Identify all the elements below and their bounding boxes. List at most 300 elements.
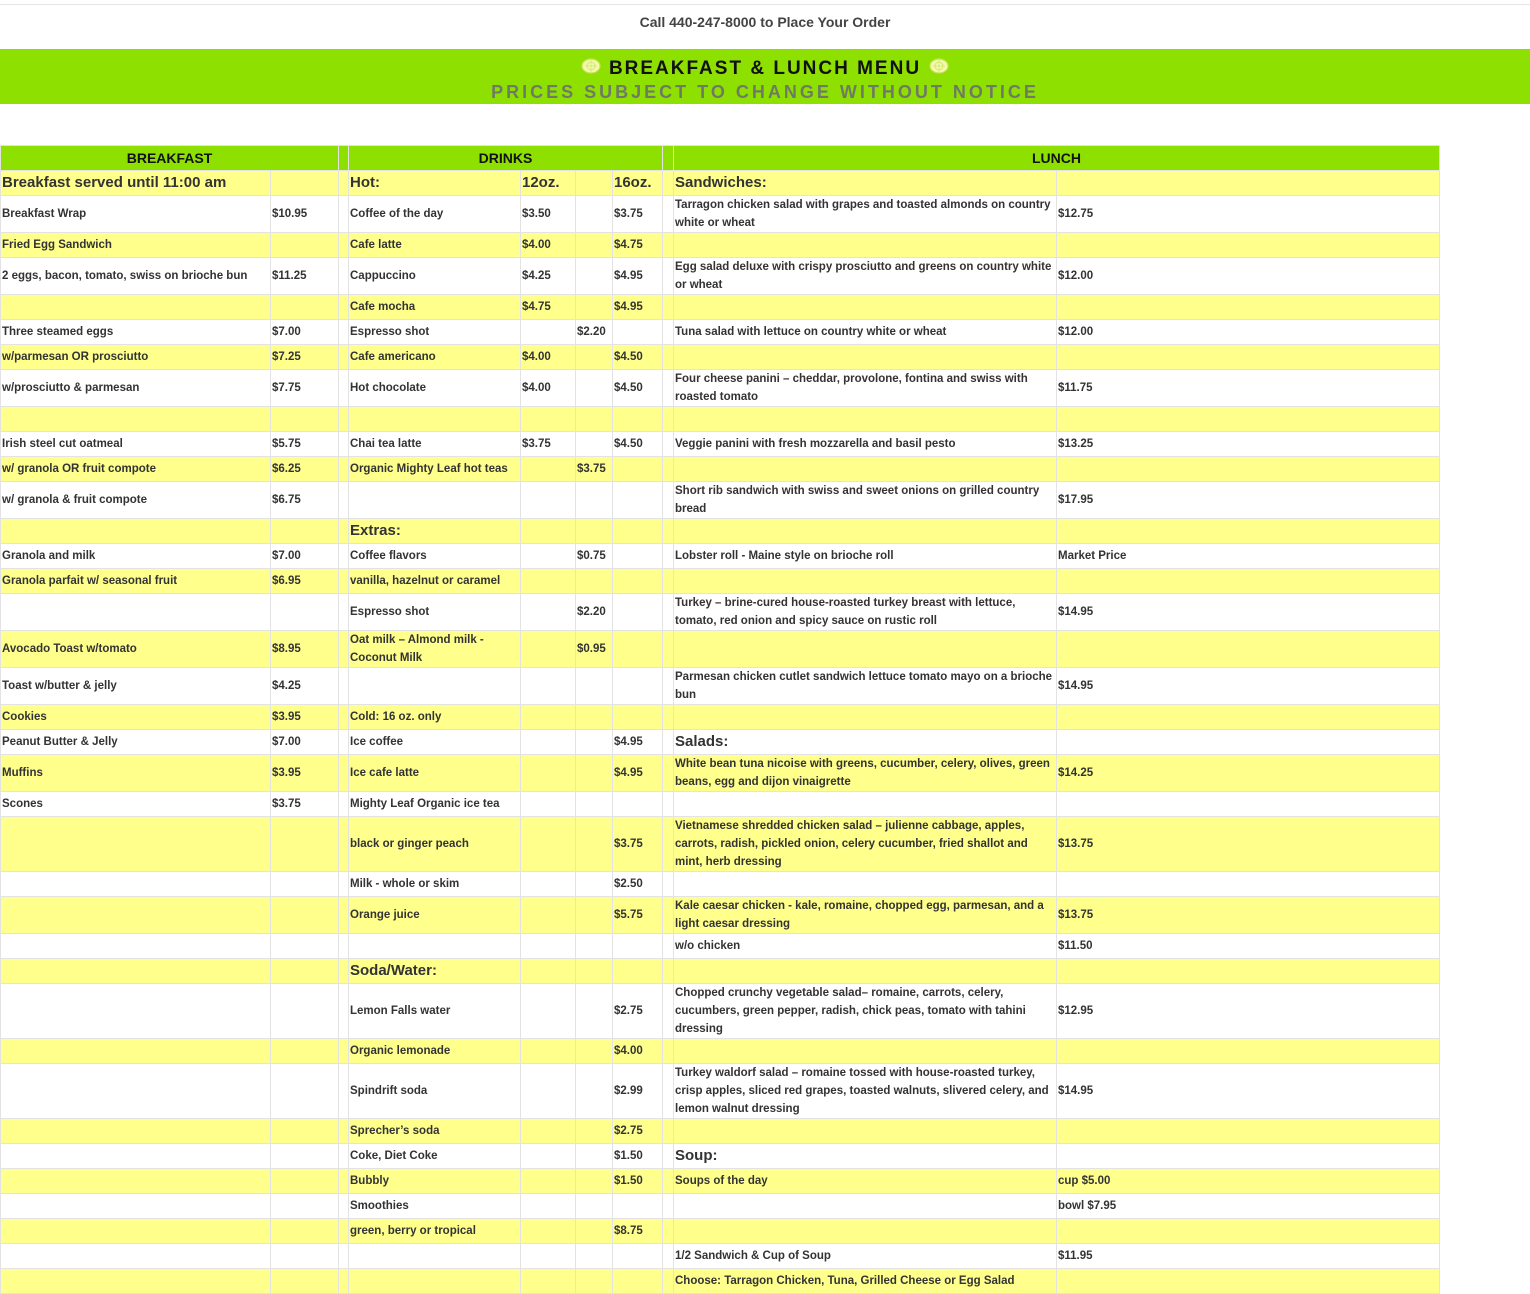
menu-row [1, 594, 1440, 631]
breakfast-price [271, 519, 339, 544]
breakfast-item: Granola and milk [1, 544, 271, 569]
lunch-item [674, 457, 1057, 482]
column-gap [339, 196, 349, 233]
column-gap [339, 258, 349, 295]
column-gap [339, 295, 349, 320]
drink-price-16oz: $4.95 [613, 258, 663, 295]
lunch-price [1057, 171, 1440, 196]
breakfast-item: Toast w/butter & jelly [1, 668, 271, 705]
breakfast-price: $7.00 [271, 320, 339, 345]
column-gap [663, 569, 674, 594]
breakfast-item: w/prosciutto & parmesan [1, 370, 271, 407]
drink-price-12oz [521, 1219, 576, 1244]
breakfast-item: Scones [1, 792, 271, 817]
column-gap [663, 792, 674, 817]
drink-price-12oz [521, 1194, 576, 1219]
drink-price [576, 569, 613, 594]
menu-row [1, 196, 1440, 233]
lunch-item: w/o chicken [674, 934, 1057, 959]
drinks-header: DRINKS [349, 146, 663, 171]
column-gap [663, 1194, 674, 1219]
drink-price-12oz [521, 407, 576, 432]
drink-price [576, 792, 613, 817]
column-gap [339, 934, 349, 959]
lunch-price: $12.95 [1057, 984, 1440, 1039]
column-gap [339, 345, 349, 370]
drink-item: Orange juice [349, 897, 521, 934]
lunch-price [1057, 1219, 1440, 1244]
lunch-item [674, 407, 1057, 432]
column-gap [663, 1219, 674, 1244]
drink-item [349, 1244, 521, 1269]
menu-row [1, 233, 1440, 258]
breakfast-price: $8.95 [271, 631, 339, 668]
breakfast-item: Granola parfait w/ seasonal fruit [1, 569, 271, 594]
drink-price-12oz: $4.25 [521, 258, 576, 295]
lunch-item [674, 705, 1057, 730]
drink-item: Smoothies [349, 1194, 521, 1219]
lunch-price [1057, 631, 1440, 668]
breakfast-item [1, 1269, 271, 1294]
lunch-price [1057, 569, 1440, 594]
breakfast-price [271, 1119, 339, 1144]
breakfast-item [1, 984, 271, 1039]
drink-price-12oz [521, 897, 576, 934]
lunch-price: $12.75 [1057, 196, 1440, 233]
column-gap [663, 872, 674, 897]
breakfast-price: $5.75 [271, 432, 339, 457]
drink-price [576, 1039, 613, 1064]
menu-row [1, 569, 1440, 594]
drink-price [576, 1269, 613, 1294]
column-gap [339, 482, 349, 519]
breakfast-item [1, 1064, 271, 1119]
lunch-price: $14.95 [1057, 594, 1440, 631]
breakfast-price [271, 959, 339, 984]
column-gap [339, 457, 349, 482]
drink-item: green, berry or tropical [349, 1219, 521, 1244]
breakfast-price: $6.95 [271, 569, 339, 594]
column-gap [339, 1119, 349, 1144]
lunch-price: $14.25 [1057, 755, 1440, 792]
drink-price-16oz [613, 407, 663, 432]
breakfast-price: $7.00 [271, 730, 339, 755]
lunch-price [1057, 872, 1440, 897]
drink-price [576, 482, 613, 519]
column-gap [339, 171, 349, 196]
breakfast-header: BREAKFAST [1, 146, 339, 171]
drink-item: Ice cafe latte [349, 755, 521, 792]
breakfast-price: $7.00 [271, 544, 339, 569]
drink-price [576, 432, 613, 457]
lunch-item: Vietnamese shredded chicken salad – julienne cabbage, apples, carrots, radish, pickled onion, celery cucumber, fried shallot and mint, herb dressing [674, 817, 1057, 872]
drink-price-12oz [521, 594, 576, 631]
drink-price [576, 295, 613, 320]
menu-row [1, 370, 1440, 407]
breakfast-item: Breakfast Wrap [1, 196, 271, 233]
drink-price-12oz [521, 1039, 576, 1064]
lunch-price: bowl $7.95 [1057, 1194, 1440, 1219]
column-gap [339, 594, 349, 631]
menu-row [1, 544, 1440, 569]
lunch-price: $12.00 [1057, 320, 1440, 345]
drink-price-16oz: 16oz. [613, 171, 663, 196]
top-divider [0, 4, 1530, 5]
menu-row [1, 407, 1440, 432]
menu-row [1, 482, 1440, 519]
column-gap [663, 258, 674, 295]
drink-price [576, 817, 613, 872]
drink-price [576, 897, 613, 934]
lunch-item [674, 792, 1057, 817]
drink-item: Ice coffee [349, 730, 521, 755]
drink-price-16oz: $4.95 [613, 295, 663, 320]
drink-price-16oz: $4.95 [613, 755, 663, 792]
drink-price [576, 196, 613, 233]
breakfast-item [1, 897, 271, 934]
drink-price-16oz [613, 482, 663, 519]
drink-price-16oz: $5.75 [613, 897, 663, 934]
drink-price [576, 755, 613, 792]
breakfast-item [1, 817, 271, 872]
column-gap [339, 668, 349, 705]
menu-row [1, 1244, 1440, 1269]
drink-price [576, 519, 613, 544]
column-gap [339, 320, 349, 345]
breakfast-price: $7.75 [271, 370, 339, 407]
drink-item: Organic lemonade [349, 1039, 521, 1064]
drink-price-12oz [521, 792, 576, 817]
breakfast-item [1, 295, 271, 320]
drink-price-16oz: $4.50 [613, 370, 663, 407]
breakfast-item: w/ granola OR fruit compote [1, 457, 271, 482]
drink-item: Coffee of the day [349, 196, 521, 233]
drink-price-12oz [521, 1144, 576, 1169]
drink-item: Coke, Diet Coke [349, 1144, 521, 1169]
breakfast-item [1, 407, 271, 432]
breakfast-price [271, 897, 339, 934]
column-gap [663, 934, 674, 959]
lunch-price: $11.95 [1057, 1244, 1440, 1269]
drink-item: Cafe mocha [349, 295, 521, 320]
lunch-item [674, 959, 1057, 984]
column-gap [663, 407, 674, 432]
breakfast-price: $3.75 [271, 792, 339, 817]
column-gap [339, 432, 349, 457]
drink-price-16oz: $3.75 [613, 817, 663, 872]
breakfast-item [1, 934, 271, 959]
drink-item [349, 934, 521, 959]
menu-row [1, 984, 1440, 1039]
drink-price-16oz [613, 1244, 663, 1269]
column-gap [663, 370, 674, 407]
drink-price-12oz [521, 730, 576, 755]
drink-price-16oz [613, 631, 663, 668]
menu-row [1, 705, 1440, 730]
menu-row [1, 1039, 1440, 1064]
lunch-item: Turkey waldorf salad – romaine tossed with house-roasted turkey, crisp apples, sliced red grapes, toasted walnuts, slivered celery, and lemon walnut dressing [674, 1064, 1057, 1119]
breakfast-item [1, 1119, 271, 1144]
column-gap [339, 146, 349, 171]
lunch-item [674, 1219, 1057, 1244]
breakfast-price [271, 1219, 339, 1244]
lunch-price [1057, 730, 1440, 755]
lunch-price: $14.95 [1057, 668, 1440, 705]
drink-price-16oz [613, 668, 663, 705]
lunch-price [1057, 959, 1440, 984]
column-gap [663, 196, 674, 233]
drink-price [576, 959, 613, 984]
drink-item: Cafe americano [349, 345, 521, 370]
drink-price-16oz [613, 1269, 663, 1294]
lunch-price [1057, 457, 1440, 482]
phone-order-line: Call 440-247-8000 to Place Your Order [639, 14, 891, 30]
drink-price [576, 1119, 613, 1144]
drink-price-16oz: $4.75 [613, 233, 663, 258]
drink-price [576, 872, 613, 897]
drink-price-16oz: $4.00 [613, 1039, 663, 1064]
column-header-row [1, 146, 1440, 171]
lunch-price: $14.95 [1057, 1064, 1440, 1119]
column-gap [339, 407, 349, 432]
menu-row [1, 295, 1440, 320]
menu-row [1, 345, 1440, 370]
drink-item: Lemon Falls water [349, 984, 521, 1039]
lunch-price [1057, 345, 1440, 370]
breakfast-item: 2 eggs, bacon, tomato, swiss on brioche bun [1, 258, 271, 295]
drink-price-16oz [613, 320, 663, 345]
drink-price-12oz: $4.00 [521, 233, 576, 258]
breakfast-item [1, 1039, 271, 1064]
column-gap [663, 705, 674, 730]
drink-price [576, 370, 613, 407]
menu-row [1, 258, 1440, 295]
breakfast-price [271, 1064, 339, 1119]
drink-price-12oz [521, 1169, 576, 1194]
breakfast-item: Cookies [1, 705, 271, 730]
drink-price-12oz [521, 482, 576, 519]
lunch-item: White bean tuna nicoise with greens, cucumber, celery, olives, green beans, egg and dijon vinaigrette [674, 755, 1057, 792]
column-gap [339, 1219, 349, 1244]
column-gap [663, 1119, 674, 1144]
lunch-price: $13.25 [1057, 432, 1440, 457]
drink-item [349, 407, 521, 432]
menu-row [1, 730, 1440, 755]
drink-price-16oz: $2.99 [613, 1064, 663, 1119]
lunch-item: Egg salad deluxe with crispy prosciutto and greens on country white or wheat [674, 258, 1057, 295]
drink-item: Soda/Water: [349, 959, 521, 984]
drink-price-12oz [521, 320, 576, 345]
drink-price-16oz [613, 705, 663, 730]
column-gap [663, 897, 674, 934]
breakfast-item [1, 872, 271, 897]
drink-price: $0.95 [576, 631, 613, 668]
column-gap [339, 370, 349, 407]
breakfast-price [271, 1144, 339, 1169]
column-gap [663, 519, 674, 544]
menu-row [1, 934, 1440, 959]
column-gap [663, 1144, 674, 1169]
drink-price-12oz [521, 457, 576, 482]
drink-item: Organic Mighty Leaf hot teas [349, 457, 521, 482]
menu-row [1, 171, 1440, 196]
drink-item: Bubbly [349, 1169, 521, 1194]
drink-price [576, 233, 613, 258]
drink-item: Spindrift soda [349, 1064, 521, 1119]
column-gap [339, 872, 349, 897]
drink-price-12oz [521, 1064, 576, 1119]
breakfast-price [271, 295, 339, 320]
lunch-price: $17.95 [1057, 482, 1440, 519]
drink-price: $3.75 [576, 457, 613, 482]
breakfast-item: Breakfast served until 11:00 am [1, 171, 271, 196]
lunch-item: Chopped crunchy vegetable salad– romaine, carrots, celery, cucumbers, green pepper, radish, chick peas, tomato with tahini dressing [674, 984, 1057, 1039]
breakfast-price: $3.95 [271, 755, 339, 792]
column-gap [339, 705, 349, 730]
lunch-price [1057, 792, 1440, 817]
column-gap [339, 1064, 349, 1119]
menu-row [1, 792, 1440, 817]
drink-price-16oz: $1.50 [613, 1169, 663, 1194]
lunch-item: Soups of the day [674, 1169, 1057, 1194]
menu-row [1, 1269, 1440, 1294]
drink-price-16oz [613, 792, 663, 817]
lunch-price [1057, 1039, 1440, 1064]
column-gap [663, 146, 674, 171]
drink-price-16oz [613, 544, 663, 569]
breakfast-item: Avocado Toast w/tomato [1, 631, 271, 668]
drink-price-16oz [613, 1194, 663, 1219]
drink-price [576, 705, 613, 730]
breakfast-item [1, 1244, 271, 1269]
lunch-item: Tarragon chicken salad with grapes and toasted almonds on country white or wheat [674, 196, 1057, 233]
column-gap [663, 959, 674, 984]
drink-item: Cafe latte [349, 233, 521, 258]
breakfast-price [271, 407, 339, 432]
breakfast-item: Three steamed eggs [1, 320, 271, 345]
drink-price-12oz [521, 1119, 576, 1144]
lunch-item [674, 1119, 1057, 1144]
column-gap [663, 233, 674, 258]
column-gap [339, 730, 349, 755]
lunch-item: Lobster roll - Maine style on brioche roll [674, 544, 1057, 569]
drink-price: $2.20 [576, 594, 613, 631]
column-gap [339, 1194, 349, 1219]
lunch-price [1057, 519, 1440, 544]
menu-row [1, 755, 1440, 792]
lunch-item: Four cheese panini – cheddar, provolone, fontina and swiss with roasted tomato [674, 370, 1057, 407]
column-gap [663, 171, 674, 196]
menu-row [1, 959, 1440, 984]
menu-row [1, 1144, 1440, 1169]
lunch-price: $11.75 [1057, 370, 1440, 407]
breakfast-item [1, 519, 271, 544]
column-gap [663, 1269, 674, 1294]
drink-price: $2.20 [576, 320, 613, 345]
column-gap [339, 1269, 349, 1294]
column-gap [339, 1144, 349, 1169]
drink-price-12oz [521, 631, 576, 668]
menu-row [1, 1064, 1440, 1119]
menu-row [1, 668, 1440, 705]
drink-price-16oz: $2.50 [613, 872, 663, 897]
menu-row [1, 1119, 1440, 1144]
drink-item [349, 1269, 521, 1294]
lunch-item [674, 569, 1057, 594]
column-gap [339, 792, 349, 817]
drink-price-12oz [521, 959, 576, 984]
column-gap [663, 1244, 674, 1269]
menu-row [1, 872, 1440, 897]
drink-price [576, 934, 613, 959]
drink-price-16oz: $8.75 [613, 1219, 663, 1244]
drink-item [349, 482, 521, 519]
column-gap [339, 519, 349, 544]
lunch-price: cup $5.00 [1057, 1169, 1440, 1194]
drink-item: Coffee flavors [349, 544, 521, 569]
menu-row [1, 519, 1440, 544]
lunch-item [674, 872, 1057, 897]
breakfast-item: Irish steel cut oatmeal [1, 432, 271, 457]
drink-item: vanilla, hazelnut or caramel [349, 569, 521, 594]
drink-price-16oz: $1.50 [613, 1144, 663, 1169]
drink-item: Mighty Leaf Organic ice tea [349, 792, 521, 817]
menu-row [1, 457, 1440, 482]
drink-price [576, 258, 613, 295]
drink-item: Milk - whole or skim [349, 872, 521, 897]
column-gap [663, 432, 674, 457]
banner-subtitle: PRICES SUBJECT TO CHANGE WITHOUT NOTICE [491, 82, 1039, 102]
drink-item: Hot: [349, 171, 521, 196]
drink-item: Cold: 16 oz. only [349, 705, 521, 730]
lunch-item: Sandwiches: [674, 171, 1057, 196]
breakfast-item: Muffins [1, 755, 271, 792]
breakfast-item [1, 959, 271, 984]
breakfast-item [1, 1169, 271, 1194]
drink-price-12oz [521, 984, 576, 1039]
column-gap [663, 1039, 674, 1064]
banner-title: BREAKFAST & LUNCH MENU [608, 58, 922, 79]
breakfast-price: $7.25 [271, 345, 339, 370]
breakfast-price [271, 934, 339, 959]
drink-price-12oz: $3.75 [521, 432, 576, 457]
drink-item: Oat milk – Almond milk - Coconut Milk [349, 631, 521, 668]
drink-price-12oz [521, 755, 576, 792]
breakfast-item: w/ granola & fruit compote [1, 482, 271, 519]
column-gap [663, 631, 674, 668]
drink-price-12oz: $4.75 [521, 295, 576, 320]
lunch-price: $13.75 [1057, 897, 1440, 934]
drink-price [576, 171, 613, 196]
drink-price-16oz: $4.95 [613, 730, 663, 755]
lunch-item [674, 233, 1057, 258]
drink-price-12oz [521, 872, 576, 897]
drink-price [576, 668, 613, 705]
lunch-item [674, 295, 1057, 320]
drink-price-12oz [521, 705, 576, 730]
lunch-price: Market Price [1057, 544, 1440, 569]
breakfast-price: $3.95 [271, 705, 339, 730]
breakfast-item: w/parmesan OR prosciutto [1, 345, 271, 370]
drink-price [576, 407, 613, 432]
drink-price-16oz [613, 934, 663, 959]
breakfast-price [271, 1039, 339, 1064]
drink-item: Espresso shot [349, 594, 521, 631]
drink-price-16oz [613, 457, 663, 482]
lunch-price [1057, 705, 1440, 730]
drink-price [576, 730, 613, 755]
menu-row [1, 1194, 1440, 1219]
